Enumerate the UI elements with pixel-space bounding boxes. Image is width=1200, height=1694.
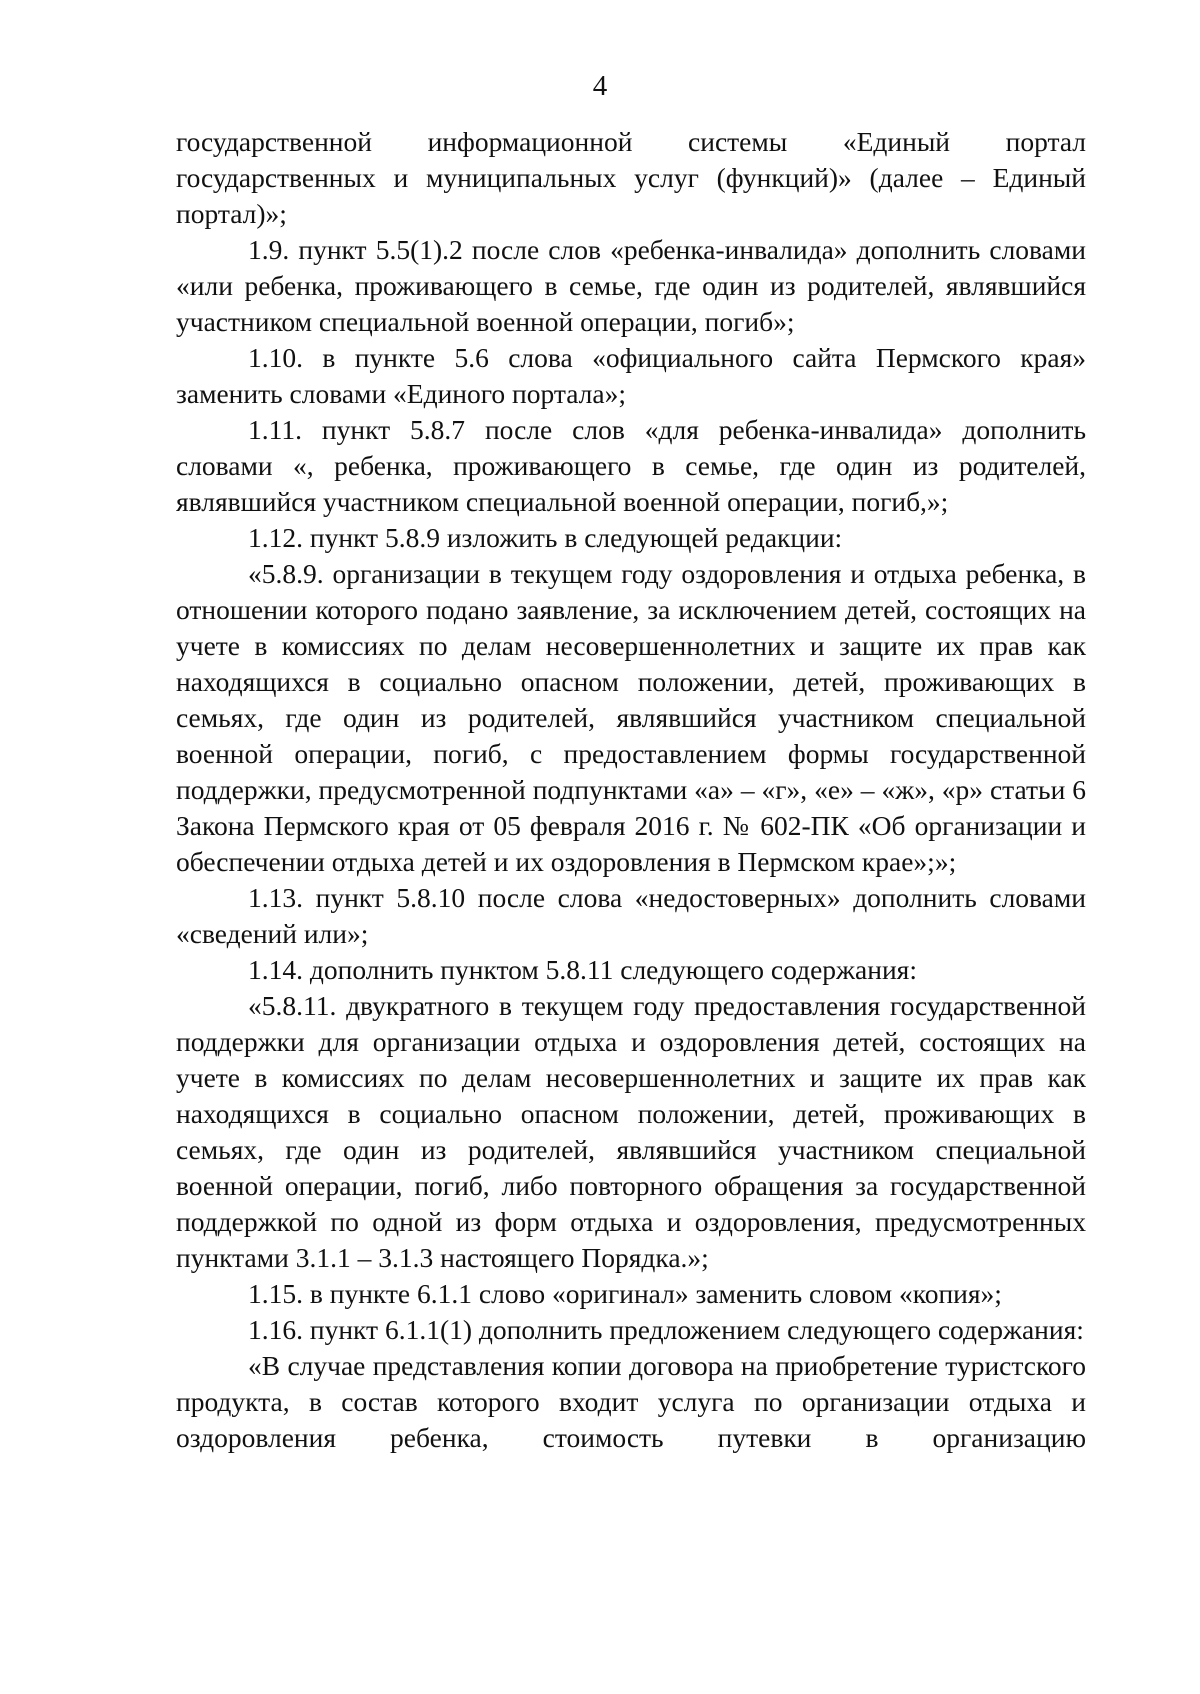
- paragraph-1-15: 1.15. в пункте 6.1.1 слово «оригинал» заменить словом «копия»;: [248, 1278, 1002, 1309]
- paragraph-1-16: 1.16. пункт 6.1.1(1) дополнить предложением следующего содержания:: [248, 1314, 1084, 1345]
- paragraph-1-9: 1.9. пункт 5.5(1).2 после слов «ребенка-инвалида» дополнить словами «или ребенка, проживающего в семье, где один из родителей, являвшийся участником специальной военной операции, погиб»;: [176, 234, 1086, 337]
- paragraph-1-10: 1.10. в пункте 5.6 слова «официального сайта Пермского края» заменить словами «Единого портала»;: [176, 342, 1086, 409]
- page-number: 4: [592, 70, 608, 102]
- paragraph-1-12: 1.12. пункт 5.8.9 изложить в следующей редакции:: [248, 522, 843, 553]
- paragraph-tour-product: «В случае представления копии договора на приобретение туристского продукта, в состав которого входит услуга по организации отдыха и оздоровления ребенка, стоимость путевки в организацию: [176, 1350, 1086, 1453]
- paragraph-1-11: 1.11. пункт 5.8.7 после слов «для ребенка-инвалида» дополнить словами «, ребенка, проживающего в семье, где один из родителей, являвшийся участником специальной военной операции, погиб,»;: [176, 414, 1086, 517]
- paragraph-5-8-11: «5.8.11. двукратного в текущем году предоставления государственной поддержки для организации отдыха и оздоровления детей, состоящих на учете в комиссиях по делам несовершеннолетних и защите их прав как находящихся в социально опасном положении, детей, проживающих в семьях, где один из родителей, являвшийся участником специальной военной операции, погиб, либо повторного обращения за государственной поддержкой по одной из форм отдыха и оздоровления, предусмотренных пунктами 3.1.1 – 3.1.3 настоящего Порядка.»;: [176, 990, 1086, 1273]
- paragraph-1-14: 1.14. дополнить пунктом 5.8.11 следующего содержания:: [248, 954, 917, 985]
- document-body: [176, 124, 1086, 1456]
- paragraph-5-8-9: «5.8.9. организации в текущем году оздоровления и отдыха ребенка, в отношении которого подано заявление, за исключением детей, состоящих на учете в комиссиях по делам несовершеннолетних и защите их прав как находящихся в социально опасном положении, детей, проживающих в семьях, где один из родителей, являвшийся участником специальной военной операции, погиб, с предоставлением формы государственной поддержки, предусмотренной подпунктами «а» – «г», «е» – «ж», «р» статьи 6 Закона Пермского края от 05 февраля 2016 г. № 602-ПК «Об организации и обеспечении отдыха детей и их оздоровления в Пермском крае»;»;: [176, 558, 1086, 877]
- paragraph-1-13: 1.13. пункт 5.8.10 после слова «недостоверных» дополнить словами «сведений или»;: [176, 882, 1086, 949]
- paragraph-portal-continuation: государственной информационной системы «Единый портал государственных и муниципальных услуг (функций)» (далее – Единый портал)»;: [176, 126, 1086, 229]
